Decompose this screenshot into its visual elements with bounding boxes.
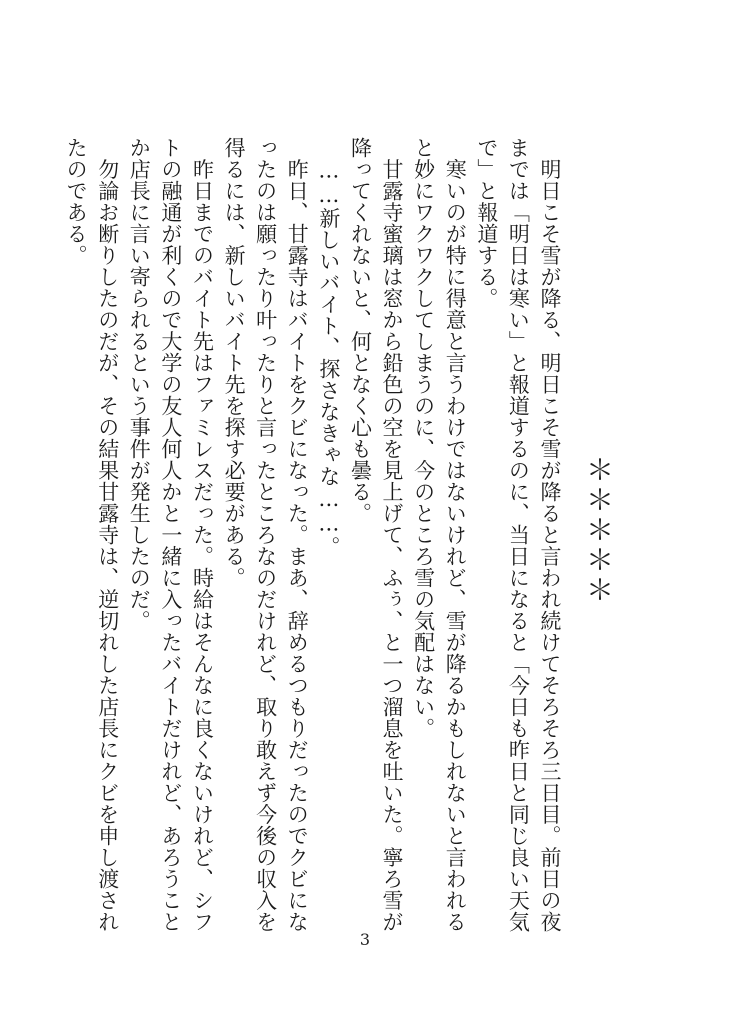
text-line: 昨日までのバイト先はファミレスだった。時給はそんなに良くないけれど、シフ bbox=[190, 137, 215, 933]
page-number: 3 bbox=[359, 930, 371, 949]
text-line: までは「明日は寒い」と報道するのに、当日になると「今日も昨日と同じ良い天気 bbox=[506, 137, 531, 933]
text-line: 昨日、甘露寺はバイトをクビになった。まあ、辞めるつもりだったのでクビにな bbox=[285, 137, 310, 933]
text-line: 勿論お断りしたのだが、その結果甘露寺は、逆切れした店長にクビを申し渡され bbox=[95, 137, 120, 933]
text-line: 降ってくれないと、何となく心も曇る。 bbox=[348, 137, 373, 524]
text-line: で」と報道する。 bbox=[474, 137, 499, 309]
body-text bbox=[60, 137, 566, 933]
text-line: 甘露寺蜜璃は窓から鉛色の空を見上げて、ふぅ、と一つ溜息を吐いた。寧ろ雪が bbox=[380, 137, 405, 933]
text-line: か店長に言い寄られるという事件が発生したのだ。 bbox=[127, 137, 152, 632]
text-line: たのである。 bbox=[64, 137, 89, 266]
text-line: 得るには、新しいバイト先を探す必要がある。 bbox=[222, 137, 247, 589]
text-line: 明日こそ雪が降る、明日こそ雪が降ると言われ続けてそろそろ三日目。前日の夜 bbox=[538, 137, 562, 933]
text-line: と妙にワクワクしてしまうのに、今のところ雪の気配はない。 bbox=[411, 137, 436, 739]
text-line: ったのは願ったり叶ったりと言ったところなのだけれど、取り敢えず今後の収入を bbox=[253, 137, 278, 933]
section-separator: ＊＊＊＊＊ bbox=[582, 455, 615, 605]
text-line: トの融通が利くので大学の友人何人かと一緒に入ったバイトだけれど、あろうこと bbox=[158, 137, 183, 933]
text-line: ……新しいバイト、探さなきゃな……。 bbox=[316, 137, 341, 558]
text-line: 寒いのが特に得意と言うわけではないけれど、雪が降るかもしれないと言われる bbox=[443, 137, 468, 933]
